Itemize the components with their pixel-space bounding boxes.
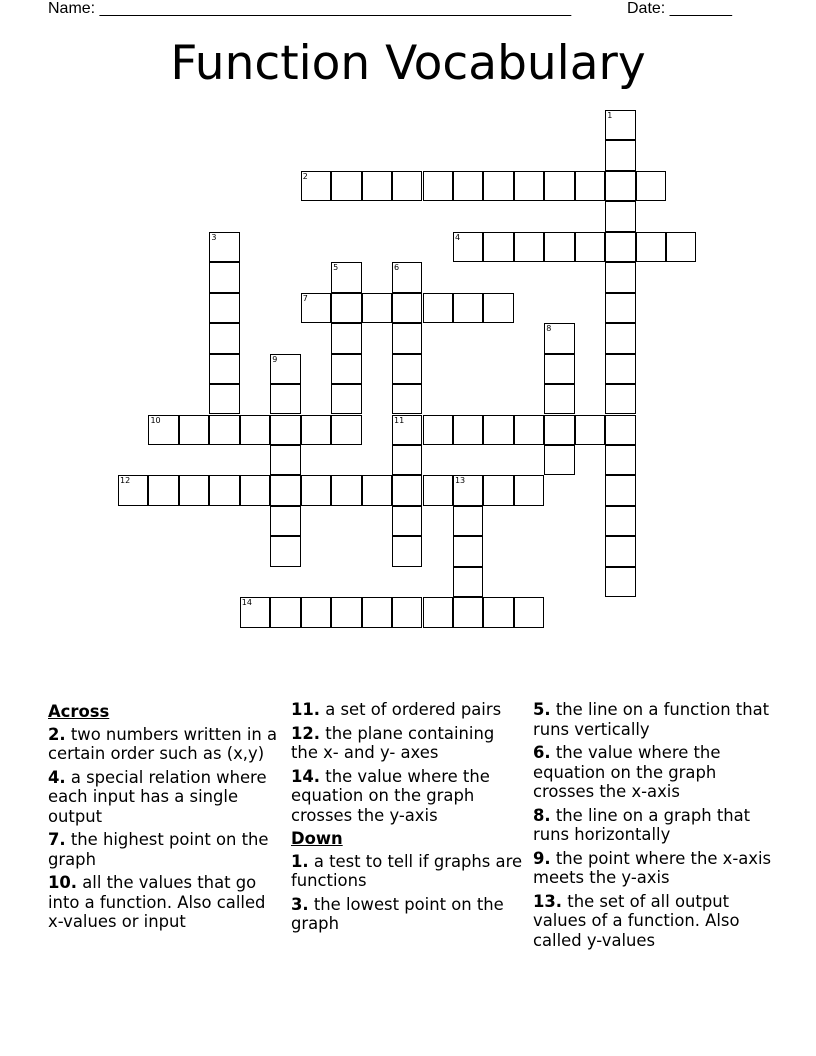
clue-text: the plane containing the x- and y- axes [291,723,495,762]
crossword-cell[interactable] [301,171,331,201]
crossword-cell[interactable] [544,323,574,353]
clue-section-heading: Across [48,702,110,721]
crossword-cell[interactable] [392,293,422,323]
crossword-cell[interactable] [392,262,422,292]
clue-number-label: 7 [302,293,308,303]
crossword-cell[interactable] [179,415,209,445]
crossword-cell[interactable] [544,445,574,475]
clue-item [291,700,523,720]
crossword-cell[interactable] [331,262,361,292]
clue-item [533,892,773,951]
clue-text: the highest point on the graph [48,830,269,869]
clue-number-label: 5 [333,263,339,273]
crossword-cell[interactable] [209,262,239,292]
crossword-cell[interactable] [270,445,300,475]
clue-item [291,852,523,891]
clue-number: 2. [48,724,66,744]
crossword-cell[interactable] [575,232,605,262]
clue-item [291,724,523,763]
crossword-cell[interactable] [483,597,513,627]
clue-text: all the values that go into a function. Also called x-values or input [48,873,266,931]
crossword-cell[interactable] [483,171,513,201]
crossword-cell[interactable] [605,567,635,597]
clue-number: 12. [291,723,321,743]
crossword-cell[interactable] [209,475,239,505]
clue-number-label: 13 [454,476,466,486]
clue-section-heading: Down [291,829,343,848]
clue-text: the line on a function that runs vertically [533,700,770,739]
clue-number: 7. [48,830,66,849]
crossword-cell[interactable] [362,171,392,201]
crossword-cell[interactable] [392,536,422,566]
crossword-cell[interactable] [544,171,574,201]
crossword-cell[interactable] [179,475,209,505]
crossword-cell[interactable] [301,597,331,627]
crossword-cell[interactable] [392,445,422,475]
crossword-cell[interactable] [209,293,239,323]
clue-item [291,767,523,826]
clue-number: 3. [291,894,309,914]
crossword-cell[interactable] [636,232,666,262]
crossword-cell[interactable] [331,293,361,323]
crossword-cell[interactable] [453,475,483,505]
clue-number: 4. [48,767,66,787]
crossword-cell[interactable] [483,293,513,323]
crossword-cell[interactable] [423,475,453,505]
crossword-cell[interactable] [270,597,300,627]
clue-text: the value where the equation on the graph crosses the y-axis [291,766,490,825]
clue-number-label: 14 [241,598,252,608]
crossword-cell[interactable] [331,475,361,505]
clue-number-label: 8 [546,324,552,334]
clue-number-label: 2 [302,171,308,181]
crossword-cell[interactable] [301,415,331,445]
clue-item [533,743,773,802]
clue-number-label: 6 [394,263,400,273]
crossword-cell[interactable] [118,475,148,505]
crossword-cell[interactable] [362,475,392,505]
clue-number-label: 9 [272,354,278,364]
crossword-cell[interactable] [362,597,392,627]
crossword-cell[interactable] [209,323,239,353]
crossword-cell[interactable] [392,475,422,505]
crossword-cell[interactable] [605,232,635,262]
crossword-cell[interactable] [301,293,331,323]
crossword-cell[interactable] [453,506,483,536]
crossword-cell[interactable] [636,171,666,201]
crossword-cell[interactable] [575,415,605,445]
crossword-cell[interactable] [605,110,635,140]
crossword-cell[interactable] [423,415,453,445]
crossword-cell[interactable] [423,293,453,323]
crossword-cell[interactable] [605,140,635,170]
clue-number: 10. [48,873,78,892]
crossword-cell[interactable] [483,415,513,445]
crossword-cell[interactable] [331,323,361,353]
crossword-cell[interactable] [331,171,361,201]
crossword-cell[interactable] [514,475,544,505]
crossword-cell[interactable] [392,354,422,384]
crossword-cell[interactable] [544,384,574,414]
clue-item [533,806,773,845]
crossword-cell[interactable] [392,597,422,627]
crossword-cell[interactable] [483,475,513,505]
crossword-cell[interactable] [392,323,422,353]
clue-number: 6. [533,743,551,762]
crossword-cell[interactable] [453,597,483,627]
crossword-cell[interactable] [392,415,422,445]
crossword-cell[interactable] [453,171,483,201]
crossword-cell[interactable] [544,354,574,384]
clue-number: 1. [291,851,309,871]
crossword-cell[interactable] [605,354,635,384]
clue-text: a set of ordered pairs [325,700,502,719]
crossword-cell[interactable] [453,567,483,597]
crossword-cell[interactable] [331,415,361,445]
crossword-cell[interactable] [514,415,544,445]
clue-number: 9. [533,848,551,868]
clue-item [533,700,773,739]
crossword-cell[interactable] [605,201,635,231]
crossword-cell[interactable] [362,293,392,323]
clue-number-label: 1 [607,111,613,120]
clue-item [48,873,280,932]
clue-text: the value where the equation on the graph crosses the x-axis [533,743,721,801]
crossword-cell[interactable] [331,384,361,414]
clue-text: two numbers written in a certain order such as (x,y) [48,724,278,763]
clue-item [48,830,280,869]
clue-text: the point where the x-axis meets the y-axis [533,848,772,887]
crossword-cell[interactable] [240,475,270,505]
clues-column-2 [291,700,523,938]
clues-column-3 [533,700,773,954]
clues-column-1 [48,700,280,936]
crossword-cell[interactable] [331,597,361,627]
page-title: Function Vocabulary [170,36,646,91]
crossword-cell[interactable] [209,354,239,384]
crossword-cell[interactable] [392,506,422,536]
clue-number-label: 11 [394,415,405,425]
crossword-cell[interactable] [240,415,270,445]
crossword-cell[interactable] [514,597,544,627]
crossword-cell[interactable] [605,293,635,323]
crossword-cell[interactable] [453,415,483,445]
crossword-cell[interactable] [392,171,422,201]
crossword-cell[interactable] [605,384,635,414]
clue-number: 14. [291,766,321,786]
clue-item [533,849,773,888]
date-field-label: Date: _______ [627,0,732,17]
clue-number: 5. [533,700,551,719]
crossword-cell[interactable] [605,445,635,475]
crossword-cell[interactable] [666,232,696,262]
clue-text: a special relation where each input has a single output [48,767,267,826]
crossword-cell[interactable] [544,232,574,262]
crossword-cell[interactable] [575,171,605,201]
crossword-cell[interactable] [605,262,635,292]
crossword-cell[interactable] [209,415,239,445]
crossword-cell[interactable] [270,354,300,384]
crossword-cell[interactable] [270,475,300,505]
clue-number: 8. [533,805,551,825]
crossword-cell[interactable] [270,384,300,414]
crossword-cell[interactable] [270,506,300,536]
crossword-cell[interactable] [514,171,544,201]
clue-number: 11. [291,700,321,719]
clue-text: a test to tell if graphs are functions [291,851,523,890]
crossword-cell[interactable] [148,415,178,445]
clue-item [48,725,280,764]
crossword-cell[interactable] [605,415,635,445]
crossword-cell[interactable] [423,171,453,201]
clue-number: 13. [533,891,563,911]
clue-text: the set of all output values of a function. Also called y-values [533,891,740,950]
clue-text: the lowest point on the graph [291,894,504,933]
clue-text: the line on a graph that runs horizontally [533,805,751,844]
crossword-cell[interactable] [483,232,513,262]
crossword-cell[interactable] [453,232,483,262]
crossword-cell[interactable] [605,506,635,536]
crossword-cell[interactable] [605,536,635,566]
crossword-cell[interactable] [270,536,300,566]
crossword-cell[interactable] [331,354,361,384]
clue-number-label: 12 [120,476,131,486]
crossword-cell[interactable] [605,475,635,505]
crossword-cell[interactable] [423,597,453,627]
crossword-cell[interactable] [270,415,300,445]
crossword-cell[interactable] [453,293,483,323]
clue-number-label: 4 [454,232,461,242]
clue-item [291,895,523,934]
crossword-cell[interactable] [392,384,422,414]
clue-item [48,768,280,827]
crossword-cell[interactable] [514,232,544,262]
crossword-cell[interactable] [453,536,483,566]
crossword-cell[interactable] [605,171,635,201]
crossword-cell[interactable] [240,597,270,627]
crossword-cell[interactable] [148,475,178,505]
name-field-label: Name: _____________________________________________________ [48,0,572,17]
crossword-cell[interactable] [544,415,574,445]
clue-number-label: 3 [211,232,217,242]
crossword-cell[interactable] [209,232,239,262]
crossword-cell[interactable] [605,323,635,353]
crossword-cell[interactable] [301,475,331,505]
clue-number-label: 10 [150,415,161,425]
crossword-cell[interactable] [209,384,239,414]
